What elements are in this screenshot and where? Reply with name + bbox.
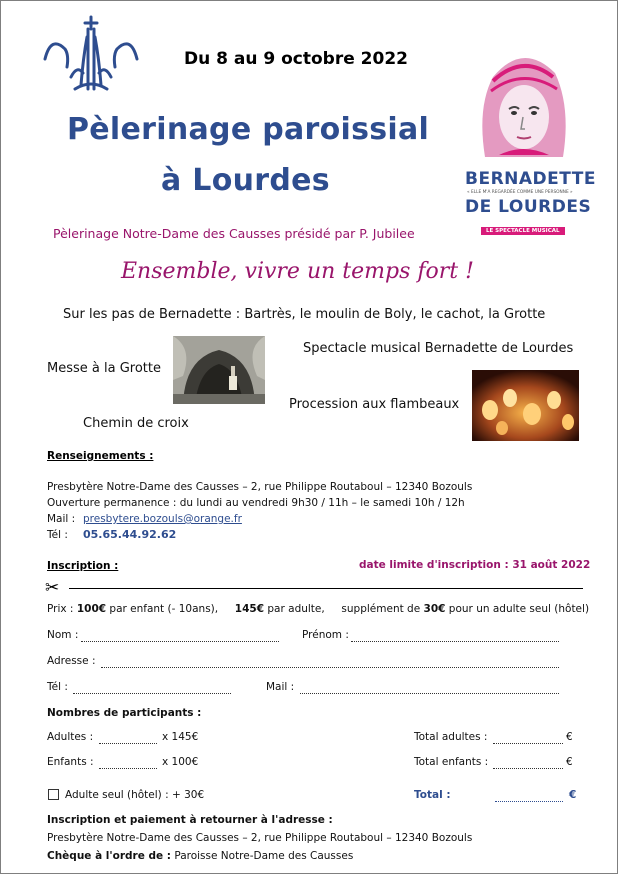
tel-field[interactable] [73,693,231,694]
info-address: Presbytère Notre-Dame des Causses – 2, rue Philippe Routaboul – 12340 Bozouls [47,481,473,493]
return-address: Presbytère Notre-Dame des Causses – 2, rue Philippe Routaboul – 12340 Bozouls [47,832,473,844]
cheque-label: Chèque à l'ordre de : [47,850,171,862]
sanctuary-logo [41,15,141,95]
cheque-value: Paroisse Notre-Dame des Causses [174,850,354,862]
subtitle: Pèlerinage Notre-Dame des Causses présidé par P. Jubilee [53,226,415,241]
program-procession: Procession aux flambeaux [289,397,460,412]
bernadette-poster [463,47,596,243]
program-steps: Sur les pas de Bernadette : Bartrès, le moulin de Boly, le cachot, la Grotte [63,307,546,322]
mail-field[interactable] [300,693,559,694]
supplement-amount: 30€ [423,603,446,615]
page-title-line2: à Lourdes [161,163,330,198]
enfants-field[interactable] [99,768,157,769]
total-field[interactable] [495,801,563,802]
adulte-seul-label: Adulte seul (hôtel) : + 30€ [65,789,205,801]
grotto-photo [173,336,265,404]
program-spectacle: Spectacle musical Bernadette de Lourdes [303,341,574,356]
enfants-price: x 100€ [162,756,199,768]
prenom-field[interactable] [351,641,559,642]
event-date: Du 8 au 9 octobre 2022 [184,49,408,69]
total-euro: € [569,789,577,801]
adultes-field[interactable] [99,743,157,744]
tel-label: Tél : [47,681,68,693]
adulte-seul-checkbox[interactable] [48,789,59,800]
supplement-text: supplément de [341,603,421,615]
cut-line [69,588,583,589]
price-adult: 145€ [234,603,265,615]
adultes-price: x 145€ [162,731,199,743]
mail-label: Mail : [266,681,295,693]
poster-tagline: « ELLE M'A REGARDÉE COMME UNE PERSONNE » [467,190,573,195]
total-enfants-label: Total enfants : [414,756,489,768]
inscription-heading: Inscription : [47,560,119,572]
adresse-label: Adresse : [47,655,96,667]
adresse-field[interactable] [101,667,559,668]
total-adultes-label: Total adultes : [414,731,488,743]
price-label: Prix : [47,603,74,615]
total-enfants-field[interactable] [493,768,563,769]
price-child: 100€ [76,603,107,615]
participants-heading: Nombres de participants : [47,707,202,719]
poster-badge: LE SPECTACLE MUSICAL [481,227,565,235]
nom-label: Nom : [47,629,79,641]
info-phone: 05.65.44.92.62 [83,528,177,541]
page-title-line1: Pèlerinage paroissial [67,112,430,147]
nom-field[interactable] [81,641,279,642]
total-adultes-field[interactable] [493,743,563,744]
info-mail-label: Mail : [47,513,76,525]
info-tel-label: Tél : [47,529,68,541]
price-line [47,603,589,615]
poster-title-line1: BERNADETTE [465,169,596,189]
torchlight-photo [472,370,579,441]
cheque-line [47,850,353,862]
prenom-label: Prénom : [302,629,349,641]
total-label: Total : [414,789,451,801]
supplement-rest: pour un adulte seul (hôtel) [448,603,590,615]
program-chemin: Chemin de croix [83,416,189,431]
scissors-icon: ✂ [45,578,60,598]
adultes-label: Adultes : [47,731,94,743]
deadline: date limite d'inscription : 31 août 2022 [359,559,591,571]
bernadette-portrait-icon [463,47,583,167]
program-messe: Messe à la Grotte [47,361,161,376]
total-adultes-euro: € [566,731,573,743]
return-heading: Inscription et paiement à retourner à l'adresse : [47,814,333,826]
enfants-label: Enfants : [47,756,94,768]
total-enfants-euro: € [566,756,573,768]
price-adult-text: par adulte, [267,603,325,615]
poster-title-line2: DE LOURDES [465,197,592,217]
info-heading: Renseignements : [47,450,154,462]
price-child-text: par enfant (- 10ans), [109,603,219,615]
info-hours: Ouverture permanence : du lundi au vendredi 9h30 / 11h – le samedi 10h / 12h [47,497,465,509]
info-mail-link[interactable]: presbytere.bozouls@orange.fr [83,513,242,525]
slogan: Ensemble, vivre un temps fort ! [121,259,474,284]
